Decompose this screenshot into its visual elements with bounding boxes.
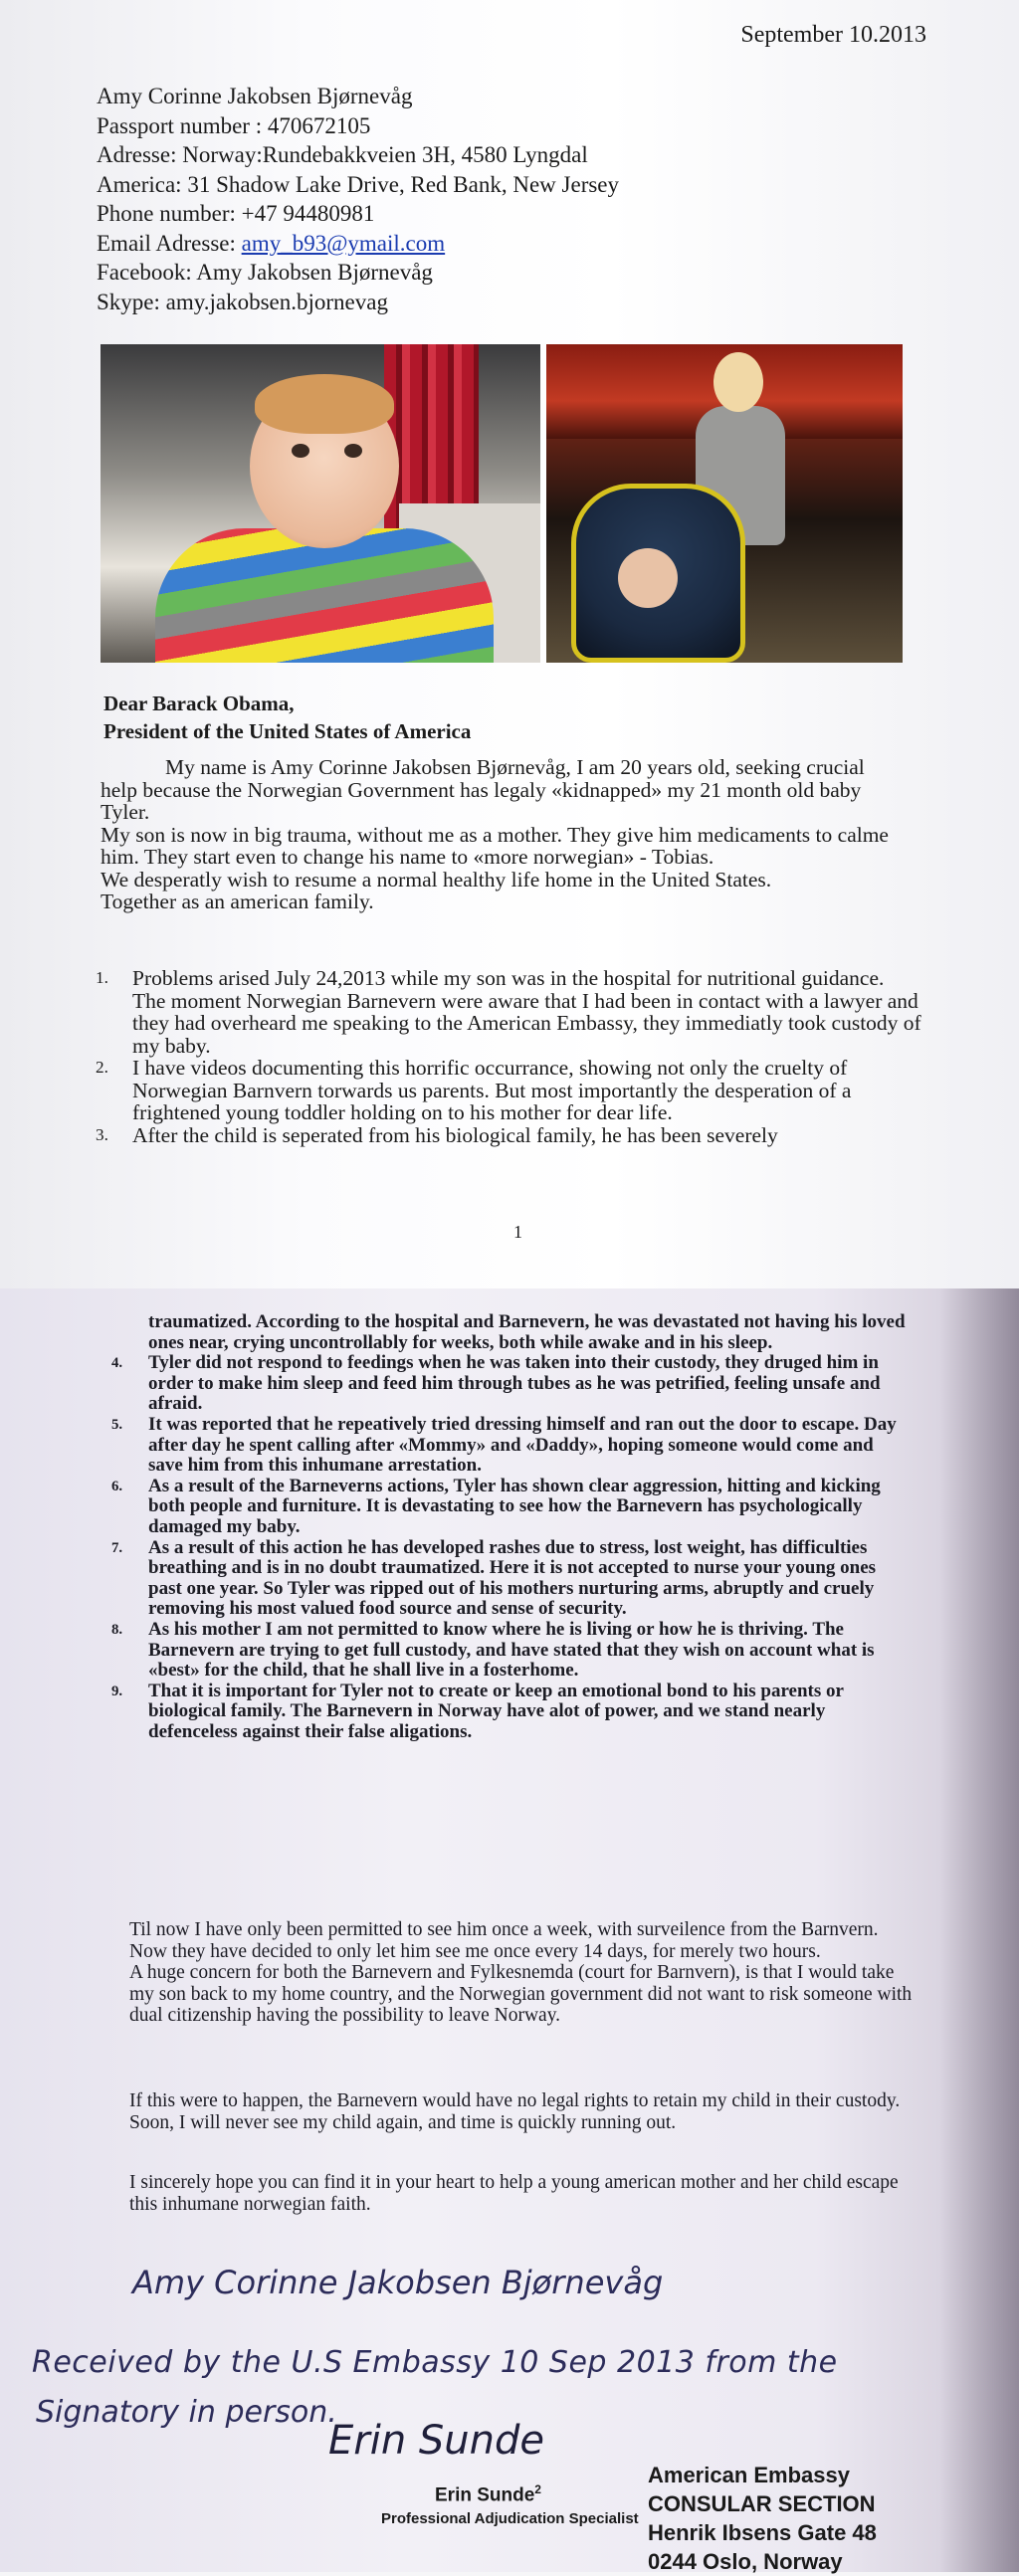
photo-mother-stroller [546,344,903,663]
toddler-in-stroller [618,548,678,608]
list-text: That it is important for Tyler not to create or keep an emotional bond to his parents or biological family. The Barnevern in Norway have alot of power, and we stand nearly defenceless against their false aligations. [148,1680,844,1742]
photo-toddler-closeup [101,344,540,663]
closing-paragraph-2 [129,2090,916,2133]
paragraph-legal-rights: If this were to happen, the Barnevern would have no legal rights to retain my child in their custody. Soon, I will never see my child again, and time is quickly running out. [129,2090,901,2133]
email-line [97,229,619,259]
embassy-line-1: American Embassy [648,2463,850,2487]
salutation-line-1: Dear Barack Obama, [103,692,295,715]
list-number: 3. [96,1124,108,1144]
official-name-text: Erin Sunde [435,2484,535,2506]
toddler-eye-right [344,444,362,458]
salutation [103,690,471,745]
list-text: As his mother I am not permitted to know where he is living or how he is thriving. The Barnevern are trying to get full custody, and have stated that they wish on account what is «best» for the child, that he shall live in a fosterhome. [148,1618,875,1682]
embassy-line-4: 0244 Oslo, Norway [648,2549,843,2574]
intro-line-1: My name is Amy Corinne Jakobsen Bjørnevåg, I am 20 years old, seeking crucial help because the Norwegian Government has legaly «kidnapped» my 21 month old baby Tyler. [101,755,865,824]
page-number: 1 [513,1222,522,1242]
list-item [96,1124,921,1147]
list-text: Tyler did not respond to feedings when he was taken into their custody, they druged him in order to make him sleep and feed him through tubes as he was petrified, feeling unsafe and afraid. [148,1352,881,1415]
photo-strip [101,344,903,663]
contact-block [97,82,619,316]
intro-line-4: Together as an american family. [101,890,374,913]
closing-paragraph-3 [129,2172,916,2215]
numbered-list-page-2 [111,1312,908,1742]
list-number: 2. [96,1058,108,1077]
list-number: 9. [111,1683,123,1699]
embassy-stamp [648,2461,877,2576]
list-number: 8. [111,1621,123,1638]
phone-number: Phone number: +47 94480981 [97,201,375,226]
paragraph-plea: I sincerely hope you can find it in your heart to help a young american mother and her child escape this inhumane norwegian faith. [129,2172,899,2215]
list-item [111,1353,908,1415]
embassy-line-2: CONSULAR SECTION [648,2491,876,2516]
skype-line: Skype: amy.jakobsen.bjornevag [97,289,388,314]
official-signature: Erin Sunde [328,2418,544,2464]
list-text: After the child is seperated from his biological family, he has been severely [132,1122,778,1147]
list-text: traumatized. According to the hospital and Barnevern, he was devastated not having his loved ones near, crying uncontrollably for weeks, both while awake and in his sleep. [148,1311,906,1353]
paragraph-concern: A huge concern for both the Barnevern and Fylkesnemda (court for Barnvern), is that I would take my son back to my home country, and the Norwegian government did not want to risk someone with dual citizenship having the possibility to leave Norway. [129,1962,913,2026]
official-superscript: 2 [534,2482,541,2496]
list-text: As a result of this action he has developed rashes due to stress, lost weight, has difficulties breathing and is in no doubt traumatized. Here it is not accepted to nurse your young ones past one year. So Tyler was ripped out of his mothers nurturing arms, abruptly and cruely removing his most valued food source and sense of security. [148,1536,877,1620]
letter-page-2 [0,1288,1019,2572]
facebook-line: Facebook: Amy Jakobsen Bjørnevåg [97,260,433,285]
numbered-list-page-1 [96,967,921,1146]
closing-paragraph-1 [129,1919,916,2027]
list-number: 4. [111,1355,123,1372]
list-text: It was reported that he repeatively tried dressing himself and ran out the door to escape. Day after day he spent calling after «Mommy» and «Daddy», hoping someone would come and save him from this inhumane arrestation. [148,1413,897,1477]
page-shadow [939,1288,1019,2572]
official-title: Professional Adjudication Specialist [381,2510,639,2527]
address-norway: Adresse: Norway:Rundebakkveien 3H, 4580 Lyngdal [97,142,588,167]
list-item [96,1057,921,1124]
handwritten-signature-amy: Amy Corinne Jakobsen Bjørnevåg [132,2264,664,2301]
list-number: 6. [111,1478,123,1494]
list-item [96,967,921,1057]
handwritten-receipt-note-line-1: Received by the U.S Embassy 10 Sep 2013 from the [32,2345,838,2380]
embassy-line-3: Henrik Ibsens Gate 48 [648,2520,877,2545]
address-america: America: 31 Shadow Lake Drive, Red Bank, New Jersey [97,171,620,197]
paragraph-visits: Til now I have only been permitted to see him once a week, with surveilence from the Barnvern. Now they have decided to only let him see me once every 14 days, for merely two hours. [129,1919,879,1962]
salutation-line-2: President of the United States of America [103,719,472,743]
list-text: I have videos documenting this horrific occurrance, showing not only the cruelty of Norwegian Barnvern torwards us parents. But most importantly the desperation of a frightened young toddler holding on to his mother for dear life. [132,1056,852,1124]
official-name [435,2482,541,2506]
list-text: As a result of the Barneverns actions, Tyler has shown clear aggression, hitting and kicking both people and furniture. It is devastating to see how the Barnevern has psychologically damaged my baby. [148,1475,881,1537]
list-item [111,1620,908,1682]
list-item [111,1312,908,1353]
email-link[interactable]: amy_b93@ymail.com [241,230,446,256]
list-item [111,1415,908,1477]
list-number: 7. [111,1539,123,1556]
intro-line-3: We desperatly wish to resume a normal healthy life home in the United States. [101,867,772,892]
email-label: Email Adresse: [97,230,242,256]
striped-shirt [155,528,494,663]
list-item [111,1538,908,1620]
list-number: 1. [96,968,108,987]
list-number: 5. [111,1416,123,1433]
toddler-eye-left [292,444,309,458]
toddler-hair [255,374,394,434]
list-item [111,1477,908,1538]
letter-date: September 10.2013 [740,22,926,48]
intro-paragraph [101,756,897,913]
passport-number: Passport number : 470672105 [97,112,371,138]
list-text: Problems arised July 24,2013 while my son was in the hospital for nutritional guidance. The moment Norwegian Barnevern were aware that I had been in contact with a lawyer and they had overheard me speaking to the American Embassy, they immediatly took custody of my baby. [132,966,921,1058]
curtain [384,344,479,528]
sender-name: Amy Corinne Jakobsen Bjørnevåg [97,84,413,108]
handwritten-receipt-note-line-2: Signatory in person. [36,2395,337,2430]
intro-line-2: My son is now in big trauma, without me as a mother. They give him medicaments to calme him. They start even to change his name to «more norwegian» - Tobias. [101,822,889,869]
mother-head [713,352,763,412]
list-item [111,1682,908,1743]
